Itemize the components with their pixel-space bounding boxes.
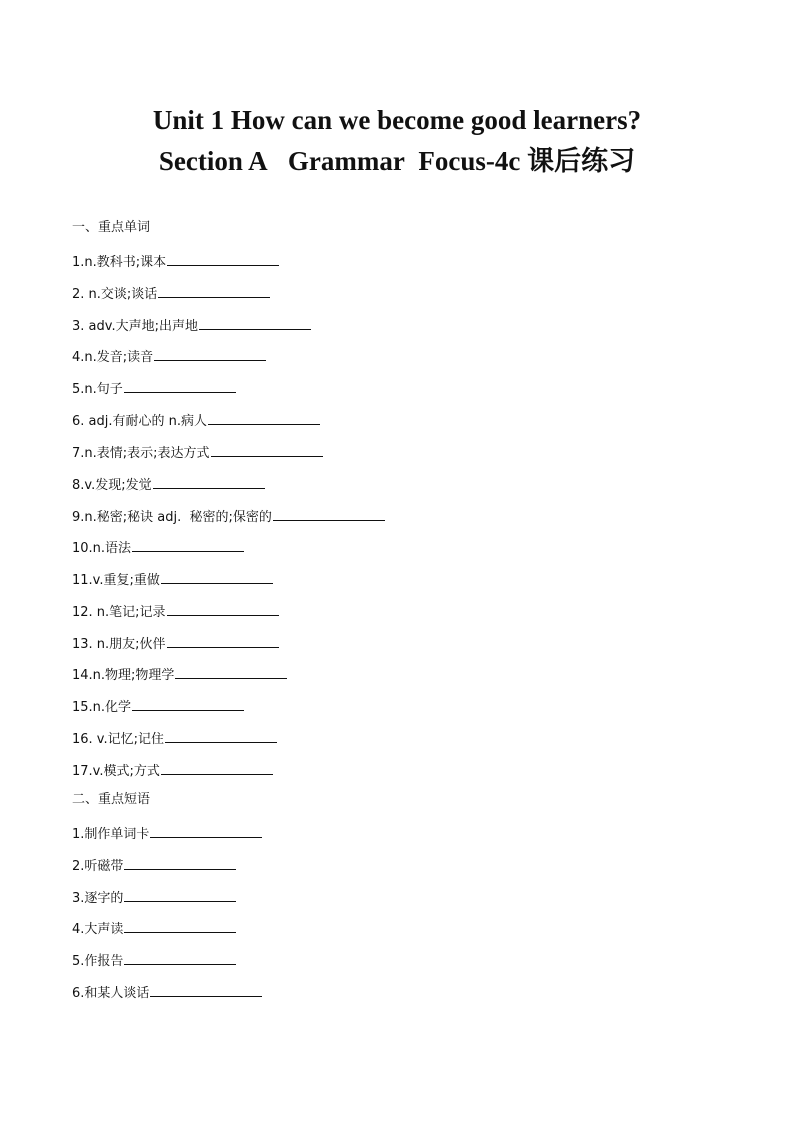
item-prompt: 3. adv.大声地;出声地 bbox=[72, 319, 198, 334]
item-prompt: 5.n.句子 bbox=[72, 382, 123, 397]
answer-blank[interactable] bbox=[132, 696, 244, 711]
document-subtitle: Section A Grammar Focus-4c 课后练习 bbox=[158, 146, 636, 176]
word-item bbox=[72, 410, 320, 431]
document-title: Unit 1 How can we become good learners? bbox=[152, 105, 642, 135]
item-prompt: 4.大声读 bbox=[72, 922, 124, 937]
item-prompt: 6.和某人谈话 bbox=[72, 986, 150, 1001]
word-item bbox=[72, 760, 273, 781]
item-prompt: 1.n.教科书;课本 bbox=[72, 255, 167, 270]
answer-blank[interactable] bbox=[132, 537, 244, 552]
answer-blank[interactable] bbox=[124, 918, 236, 933]
answer-blank[interactable] bbox=[150, 982, 262, 997]
item-prompt: 10.n.语法 bbox=[72, 541, 132, 556]
answer-blank[interactable] bbox=[167, 633, 279, 648]
phrase-item bbox=[72, 887, 236, 908]
answer-blank[interactable] bbox=[161, 569, 273, 584]
answer-blank[interactable] bbox=[165, 728, 277, 743]
word-item bbox=[72, 569, 273, 590]
word-item bbox=[72, 728, 277, 749]
item-prompt: 3.逐字的 bbox=[72, 891, 124, 906]
section-heading-key-phrases: 二、重点短语 bbox=[72, 792, 151, 807]
item-prompt: 16. v.记忆;记住 bbox=[72, 732, 165, 747]
item-prompt: 15.n.化学 bbox=[72, 700, 132, 715]
word-item bbox=[72, 633, 279, 654]
item-prompt: 17.v.模式;方式 bbox=[72, 764, 160, 779]
answer-blank[interactable] bbox=[167, 251, 279, 266]
answer-blank[interactable] bbox=[208, 410, 320, 425]
answer-blank[interactable] bbox=[199, 315, 311, 330]
answer-blank[interactable] bbox=[124, 950, 236, 965]
answer-blank[interactable] bbox=[161, 760, 273, 775]
word-item bbox=[72, 251, 279, 272]
item-prompt: 1.制作单词卡 bbox=[72, 827, 150, 842]
item-prompt: 5.作报告 bbox=[72, 954, 124, 969]
item-prompt: 8.v.发现;发觉 bbox=[72, 478, 152, 493]
word-item bbox=[72, 474, 265, 495]
item-prompt: 6. adj.有耐心的 n.病人 bbox=[72, 414, 208, 429]
word-item bbox=[72, 442, 323, 463]
phrase-item bbox=[72, 855, 236, 876]
answer-blank[interactable] bbox=[211, 442, 323, 457]
word-item bbox=[72, 346, 266, 367]
phrase-item bbox=[72, 982, 262, 1003]
item-prompt: 9.n.秘密;秘诀 adj. 秘密的;保密的 bbox=[72, 510, 272, 525]
section-heading-key-words: 一、重点单词 bbox=[72, 220, 151, 235]
item-prompt: 7.n.表情;表示;表达方式 bbox=[72, 446, 210, 461]
answer-blank[interactable] bbox=[124, 855, 236, 870]
phrase-item bbox=[72, 950, 236, 971]
answer-blank[interactable] bbox=[153, 474, 265, 489]
item-prompt: 13. n.朋友;伙伴 bbox=[72, 637, 166, 652]
answer-blank[interactable] bbox=[154, 346, 266, 361]
word-item bbox=[72, 601, 279, 622]
word-item bbox=[72, 537, 244, 558]
item-prompt: 2. n.交谈;谈话 bbox=[72, 287, 158, 302]
item-prompt: 2.听磁带 bbox=[72, 859, 124, 874]
item-prompt: 12. n.笔记;记录 bbox=[72, 605, 166, 620]
item-prompt: 14.n.物理;物理学 bbox=[72, 668, 175, 683]
word-item bbox=[72, 283, 270, 304]
item-prompt: 11.v.重复;重做 bbox=[72, 573, 160, 588]
word-item bbox=[72, 696, 244, 717]
phrase-item bbox=[72, 918, 236, 939]
answer-blank[interactable] bbox=[273, 506, 385, 521]
answer-blank[interactable] bbox=[150, 823, 262, 838]
word-item bbox=[72, 664, 287, 685]
answer-blank[interactable] bbox=[175, 664, 287, 679]
word-item bbox=[72, 315, 311, 336]
answer-blank[interactable] bbox=[124, 378, 236, 393]
answer-blank[interactable] bbox=[124, 887, 236, 902]
word-item bbox=[72, 378, 236, 399]
item-prompt: 4.n.发音;读音 bbox=[72, 350, 154, 365]
answer-blank[interactable] bbox=[167, 601, 279, 616]
word-item bbox=[72, 506, 385, 527]
answer-blank[interactable] bbox=[158, 283, 270, 298]
phrase-item bbox=[72, 823, 262, 844]
